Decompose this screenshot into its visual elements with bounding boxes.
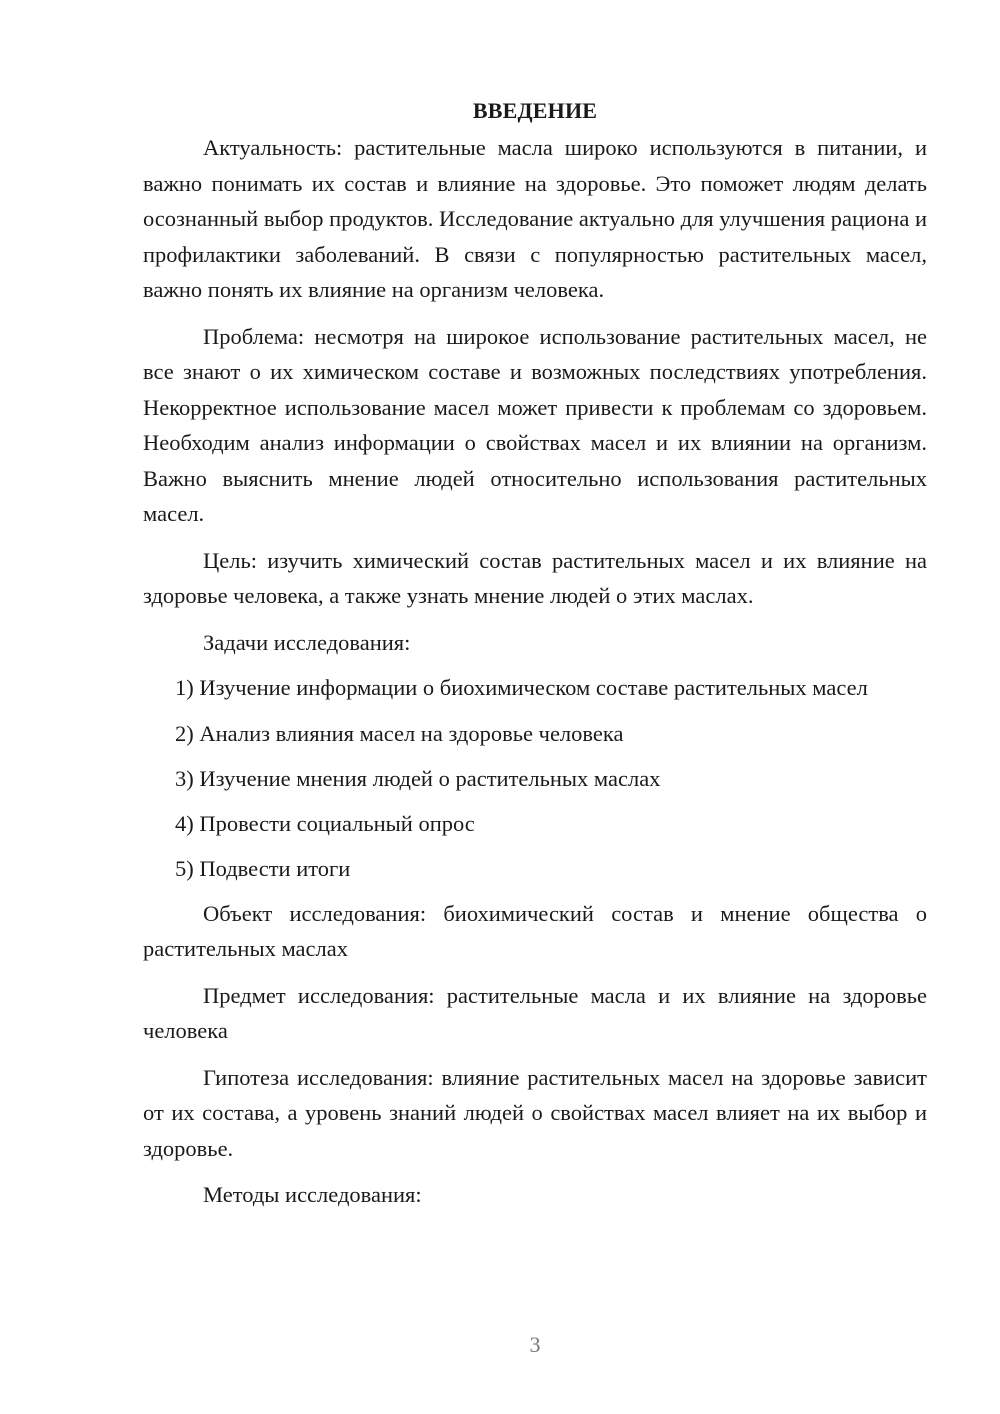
- paragraph-subject: Предмет исследования: растительные масла и их влияние на здоровье человека: [143, 982, 927, 1043]
- list-item: 2) Анализ влияния масел на здоровье человека: [175, 720, 624, 746]
- paragraph-object: Объект исследования: биохимический состав и мнение общества о растительных маслах: [143, 900, 927, 961]
- paragraph-hypothesis: Гипотеза исследования: влияние растительных масел на здоровье зависит от их состава, а уровень знаний людей о свойствах масел влияет на их выбор и здоровье.: [143, 1064, 927, 1161]
- paragraph-goal: Цель: изучить химический состав растительных масел и их влияние на здоровье человека, а также узнать мнение людей о этих маслах.: [143, 547, 927, 608]
- page-number: 3: [529, 1332, 541, 1357]
- paragraph-problem: Проблема: несмотря на широкое использование растительных масел, не все знают о их химическом составе и возможных последствиях употребления. Некорректное использование масел может привести к проблемам со здоровьем. Необходим анализ информации о свойствах масел и их влиянии на организм. Важно выяснить мнение людей относительно использования растительных масел.: [143, 323, 927, 526]
- list-item: 3) Изучение мнения людей о растительных маслах: [175, 765, 661, 791]
- list-item: 5) Подвести итоги: [175, 855, 351, 881]
- paragraph-relevance: Актуальность: растительные масла широко используются в питании, и важно понимать их состав и влияние на здоровье. Это поможет людям делать осознанный выбор продуктов. Исследование актуально для улучшения рациона и профилактики заболеваний. В связи с популярностью растительных масел, важно понять их влияние на организм человека.: [143, 135, 927, 302]
- list-item: 4) Провести социальный опрос: [175, 810, 475, 836]
- section-heading: ВВЕДЕНИЕ: [472, 98, 598, 123]
- tasks-title: Задачи исследования:: [203, 629, 411, 655]
- document-page: [143, 94, 927, 1223]
- methods-title: Методы исследования:: [203, 1182, 422, 1207]
- tasks-list: [143, 670, 927, 886]
- list-item: 1) Изучение информации о биохимическом составе растительных масел: [175, 675, 868, 700]
